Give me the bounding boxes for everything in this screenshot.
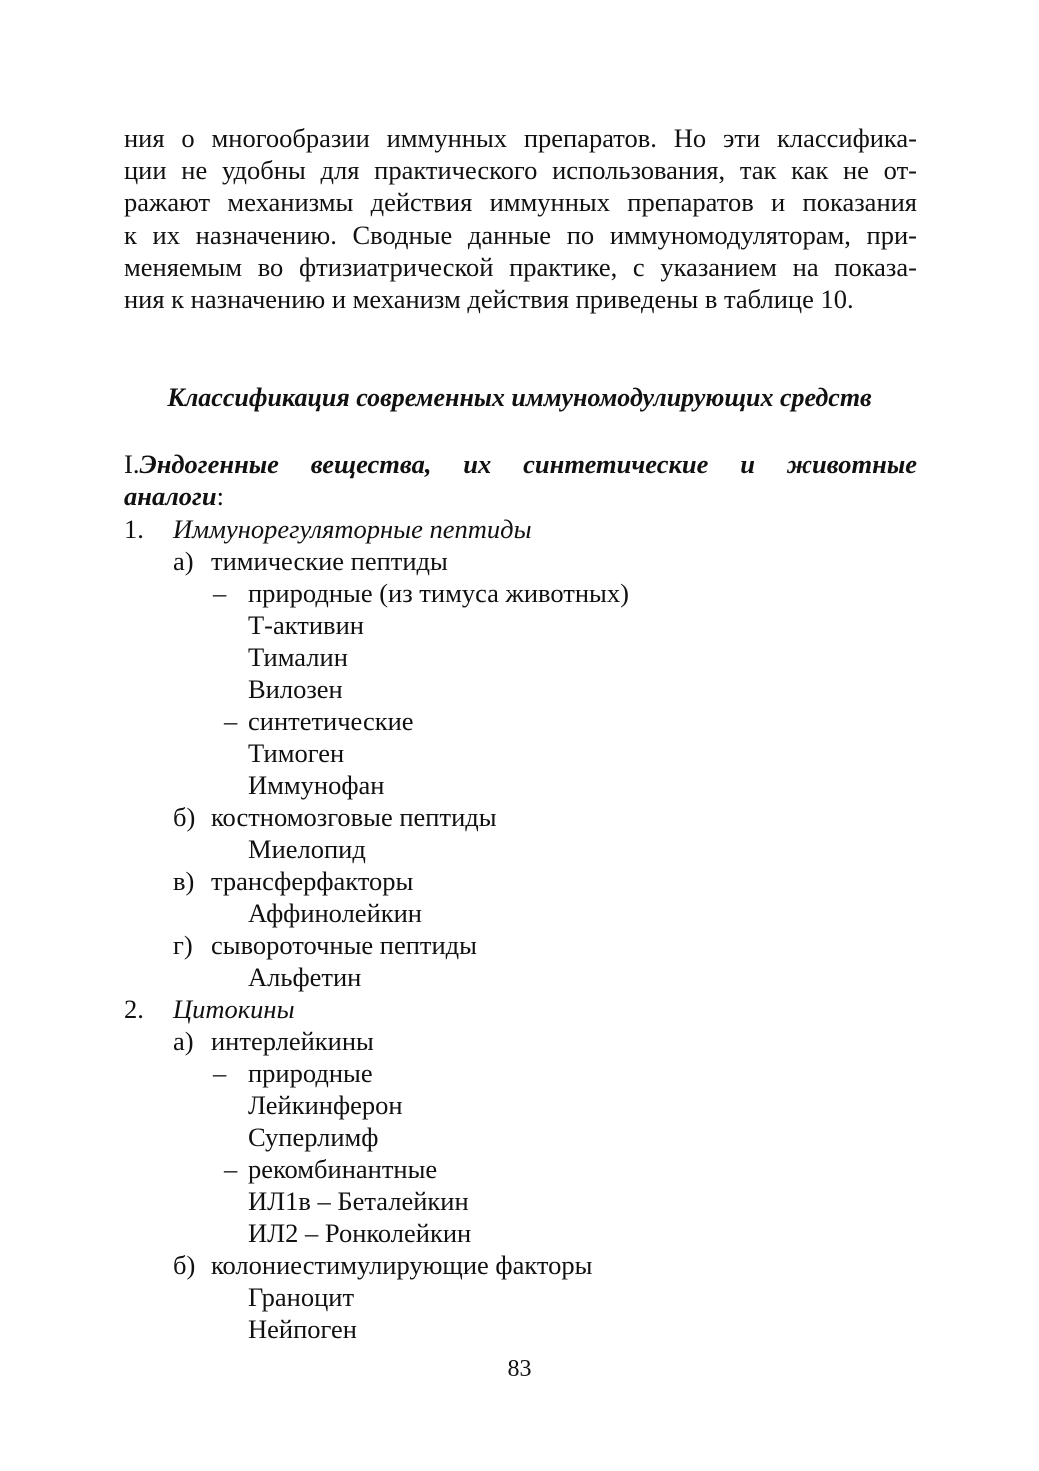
intro-paragraph [124, 122, 917, 315]
outline-item: Т-активин [248, 610, 364, 640]
outline-item: синтетические [248, 706, 414, 736]
outline-item: Тималин [248, 642, 348, 672]
outline-item: рекомбинантные [248, 1154, 438, 1184]
outline-marker: б) [173, 1250, 196, 1280]
outline-item: интерлейкины [211, 1026, 374, 1056]
outline-item: Иммунорегуляторные пептиды [173, 514, 532, 544]
page-number: 83 [507, 1356, 532, 1382]
outline-item: колониестимулирующие факторы [211, 1250, 593, 1280]
section-roman-numeral: I. [124, 449, 140, 479]
classification-heading: Классификация современных иммуномодулирующих средств [167, 383, 872, 412]
outline-marker: а) [173, 1026, 194, 1056]
outline-item: Вилозен [248, 674, 343, 704]
outline-marker: г) [173, 930, 193, 960]
paragraph-line: ражают механизмы действия иммунных препаратов и показания [124, 187, 917, 218]
paragraph-line: ния о многообразии иммунных препаратов. Но эти классифика- [124, 123, 917, 153]
outline-marker: – [224, 1154, 238, 1184]
outline-marker: – [213, 1058, 227, 1088]
outline-marker: б) [173, 802, 196, 832]
outline-marker: – [224, 706, 238, 736]
outline-item: ИЛ1в – Беталейкин [248, 1186, 469, 1216]
paragraph-line: ния к назначению и механизм действия приведены в таблице 10. [124, 284, 854, 315]
outline-item: тимические пептиды [211, 546, 448, 576]
outline-item: Иммунофан [248, 770, 385, 800]
outline-item: Суперлимф [248, 1122, 379, 1152]
outline-item: Лейкинферон [248, 1090, 403, 1120]
outline-marker: – [213, 578, 227, 608]
outline-marker: 1. [124, 514, 144, 544]
outline-item: природные (из тимуса животных) [248, 578, 629, 608]
outline-item: Альфетин [248, 962, 362, 992]
outline-item: сывороточные пептиды [211, 930, 477, 960]
section-title-line-2 [124, 481, 917, 512]
outline-marker: в) [173, 866, 195, 896]
outline-item: костномозговые пептиды [211, 802, 497, 832]
section-title-line [124, 449, 917, 480]
outline-item: ИЛ2 – Ронколейкин [248, 1218, 472, 1248]
outline-item: Миелопид [248, 834, 366, 864]
outline-item: Аффинолейкин [248, 898, 422, 928]
paragraph-line: к их назначению. Сводные данные по иммуномодуляторам, при- [124, 219, 917, 250]
outline-item: природные [248, 1058, 373, 1088]
outline-marker: 2. [124, 994, 144, 1024]
outline-item: трансферфакторы [211, 866, 414, 896]
paragraph-line: меняемым во фтизиатрической практике, с указанием на показа- [124, 251, 917, 282]
section-title-part2: аналоги [124, 481, 217, 511]
paragraph-line: ции не удобны для практического использования, так как не от- [124, 155, 917, 186]
outline-item: Цитокины [173, 994, 295, 1024]
section-title-colon: : [216, 481, 224, 511]
outline-item: Граноцит [248, 1282, 355, 1312]
outline-item: Нейпоген [248, 1314, 357, 1344]
section-title-part1: Эндогенные вещества, их синтетические и животные [139, 449, 917, 479]
outline-item: Тимоген [248, 738, 345, 768]
outline-marker: а) [173, 546, 194, 576]
